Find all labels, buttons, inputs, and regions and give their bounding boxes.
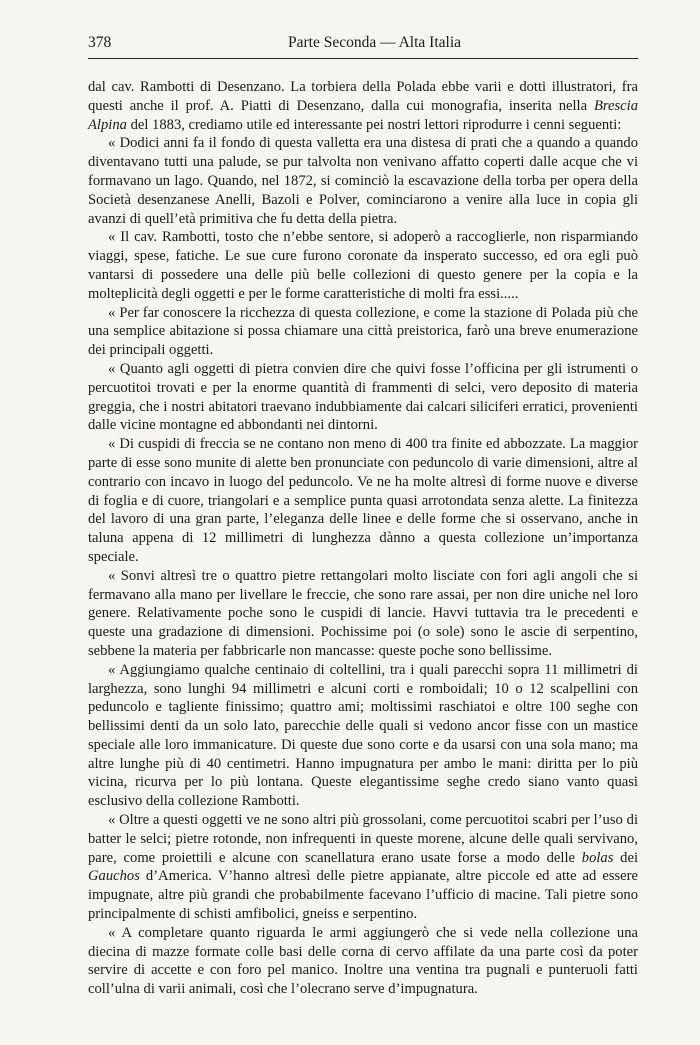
italic-term: bolas <box>581 849 614 866</box>
paragraph: « A completare quanto riguarda le armi aggiungerò che si vede nella collezione una diecina di mazze formate colle basi delle corna di cervo affilate da una parte così da poter servire di accette e con foro pel manico. Inoltre una ventina tra pugnali e punteruoli fatti coll’ulna di varii animali, così che l’olecrano serve d’impugnatura. <box>88 924 638 998</box>
paragraph: « Dodici anni fa il fondo di questa valletta era una distesa di prati che a quando a quando diventavano tutti una palude, se pur talvolta non venivano affatto coperti dalle acque che vi formavano un lago. Quando, nel 1872, si cominciò la escavazione della torba per opera della Società desenzanese Anelli, Bazoli e Polver, cominciarono a venire alla luce in copia gli avanzi di quell’età primitiva che fu detta della pietra. <box>88 135 638 227</box>
page-body <box>88 78 638 999</box>
header-rule <box>88 58 638 59</box>
paragraph: « Aggiungiamo qualche centinaio di coltellini, tra i quali parecchi sopra 11 millimetri di larghezza, sono lunghi 94 millimetri e alcuni corti e romboidali; 10 o 12 scalpellini con peduncolo e tagliente finissimo; quattro ami; moltissimi raschiatoi e oltre 100 seghe con bellissimi denti da un solo lato, parecchie delle quali si vedono ancor fisse con un mastice speciale alle loro immanicature. Di queste due sono corte e da usarsi con una sola mano; ma altre lunghe più di 40 centimetri. Hanno impugnatura per ambo le mani: diritta per lo più vicina, ricurva per lo più lontana. Queste elegantissime seghe credo siano vanto quasi esclusivo della collezione Rambotti. <box>88 661 638 810</box>
page-header <box>88 31 637 55</box>
paragraph: « Il cav. Rambotti, tosto che n’ebbe sentore, si adoperò a raccoglierle, non risparmiando viaggi, spese, fatiche. Le sue cure furono coronate da insperato successo, ed ora egli può vantarsi di possedere una delle più belle collezioni di questo genere per la copia e la molteplicità degli oggetti e per le forme caratteristiche di molti fra essi..... <box>88 229 638 302</box>
paragraph: dal cav. Rambotti di Desenzano. La torbiera della Polada ebbe varii e dotti illustratori, fra questi anche il prof. A. Piatti di Desenzano, dalla cui monografia, inserita nella Brescia Alpina del 1883, crediamo utile ed interessante pei nostri lettori riprodurre i cenni seguenti: <box>88 79 638 133</box>
running-title: Parte Seconda — Alta Italia <box>287 34 462 51</box>
paragraph: « Sonvi altresì tre o quattro pietre rettangolari molto lisciate con fori agli angoli che si fermavano alla mano per livellare le freccie, che sono rare assai, per non dire uniche nel loro genere. Relativamente poche sono le cuspidi di lancie. Havvi tuttavia tra le precedenti e queste una gradazione di dimensioni. Pochissime poi (o sole) sono le ascie di serpentino, sebbene la materia per fabbricarle non mancasse: queste poche sono bellissime. <box>88 567 638 659</box>
italic-title: Brescia Alpina <box>88 97 638 133</box>
page-number: 378 <box>88 34 112 51</box>
paragraph: « Oltre a questi oggetti ve ne sono altri più grossolani, come percuotitoi scabri per l’uso di batter le selci; pietre rotonde, non infrequenti in queste morene, alcune delle quali servivano, pare, come proiettili e alcune con scanellatura erano usate forse a modo delle bolas dei Gauchos d’America. V’hanno altresì delle pietre appianate, altre piccole ed atte ad essere impugnate, altre più grandi che probabilmente facevano l’ufficio di macine. Tali pietre sono principalmente di schisti amfibolici, gneiss e serpentino. <box>88 812 639 923</box>
paragraph: « Quanto agli oggetti di pietra convien dire che quivi fosse l’officina per gli istrumenti o percuotitoi trovati e per la enorme quantità di frammenti di selci, vero deposito di materia greggia, che i nostri abitatori traevano indubbiamente dai calcari siliciferi erratici, provenienti dalle vicine montagne ed abbondanti nei dintorni. <box>88 360 638 434</box>
paragraph: « Per far conoscere la ricchezza di questa collezione, e come la stazione di Polada più che una semplice abitazione si possa chiamare una città preistorica, farò una breve enumerazione dei principali oggetti. <box>88 304 638 359</box>
paragraph: « Di cuspidi di freccia se ne contano non meno di 400 tra finite ed abbozzate. La maggior parte di esse sono munite di alette ben pronunciate con peduncolo di varie dimensioni, altre al contrario con incavo in luogo del peduncolo. Ve ne ha molte altresì di forme nuove e diverse di foglia e di cuore, triangolari e a semplice punta quasi arrotondata senza alette. La finitezza del lavoro di una gran parte, l’eleganza delle linee e delle forme che si osservano, anche in taluna appena di 12 millimetri di lunghezza dànno a questa collezione un’importanza speciale. <box>88 436 638 565</box>
italic-term: Gauchos <box>88 868 140 885</box>
